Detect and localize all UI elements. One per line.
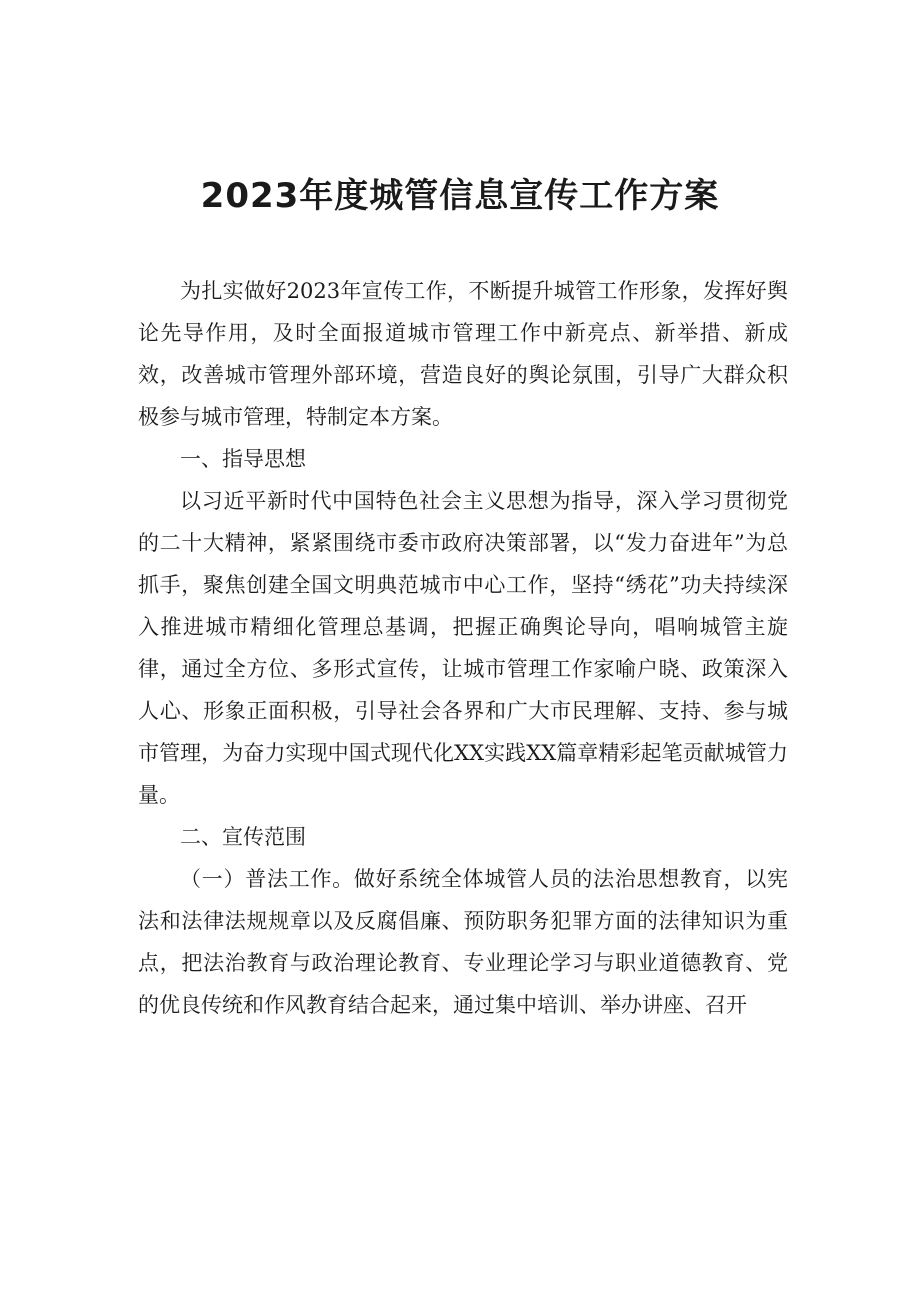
section-heading-publicity-scope: 二、宣传范围 [180, 825, 306, 849]
section-heading-guiding-ideology: 一、指导思想 [180, 447, 306, 471]
publicity-scope-paragraph: （一）普法工作。做好系统全体城管人员的法治思想教育，以宪法和法律法规规章以及反腐倡廉、预防职务犯罪方面的法律知识为重点，把法治教育与政治理论教育、专业理论学习与职业道德教育、党的优良传统和作风教育结合起来，通过集中培训、举办讲座、召开 [138, 867, 788, 1017]
intro-paragraph: 为扎实做好2023年宣传工作，不断提升城管工作形象，发挥好舆论先导作用，及时全面报道城市管理工作中新亮点、新举措、新成效，改善城市管理外部环境，营造良好的舆论氛围，引导广大群众积极参与城市管理，特制定本方案。 [138, 279, 788, 429]
guiding-ideology-paragraph: 以习近平新时代中国特色社会主义思想为指导，深入学习贯彻党的二十大精神，紧紧围绕市委市政府决策部署，以“发力奋进年”为总抓手，聚焦创建全国文明典范城市中心工作，坚持“绣花”功夫持续深入推进城市精细化管理总基调，把握正确舆论导向，唱响城管主旋律，通过全方位、多形式宣传，让城市管理工作家喻户晓、政策深入人心、形象正面积极，引导社会各界和广大市民理解、支持、参与城市管理，为奋力实现中国式现代化XX实践XX篇章精彩起笔贡献城管力量。 [138, 489, 788, 807]
document-title: 2023年度城管信息宣传工作方案 [200, 176, 720, 216]
document-body [138, 270, 788, 1026]
